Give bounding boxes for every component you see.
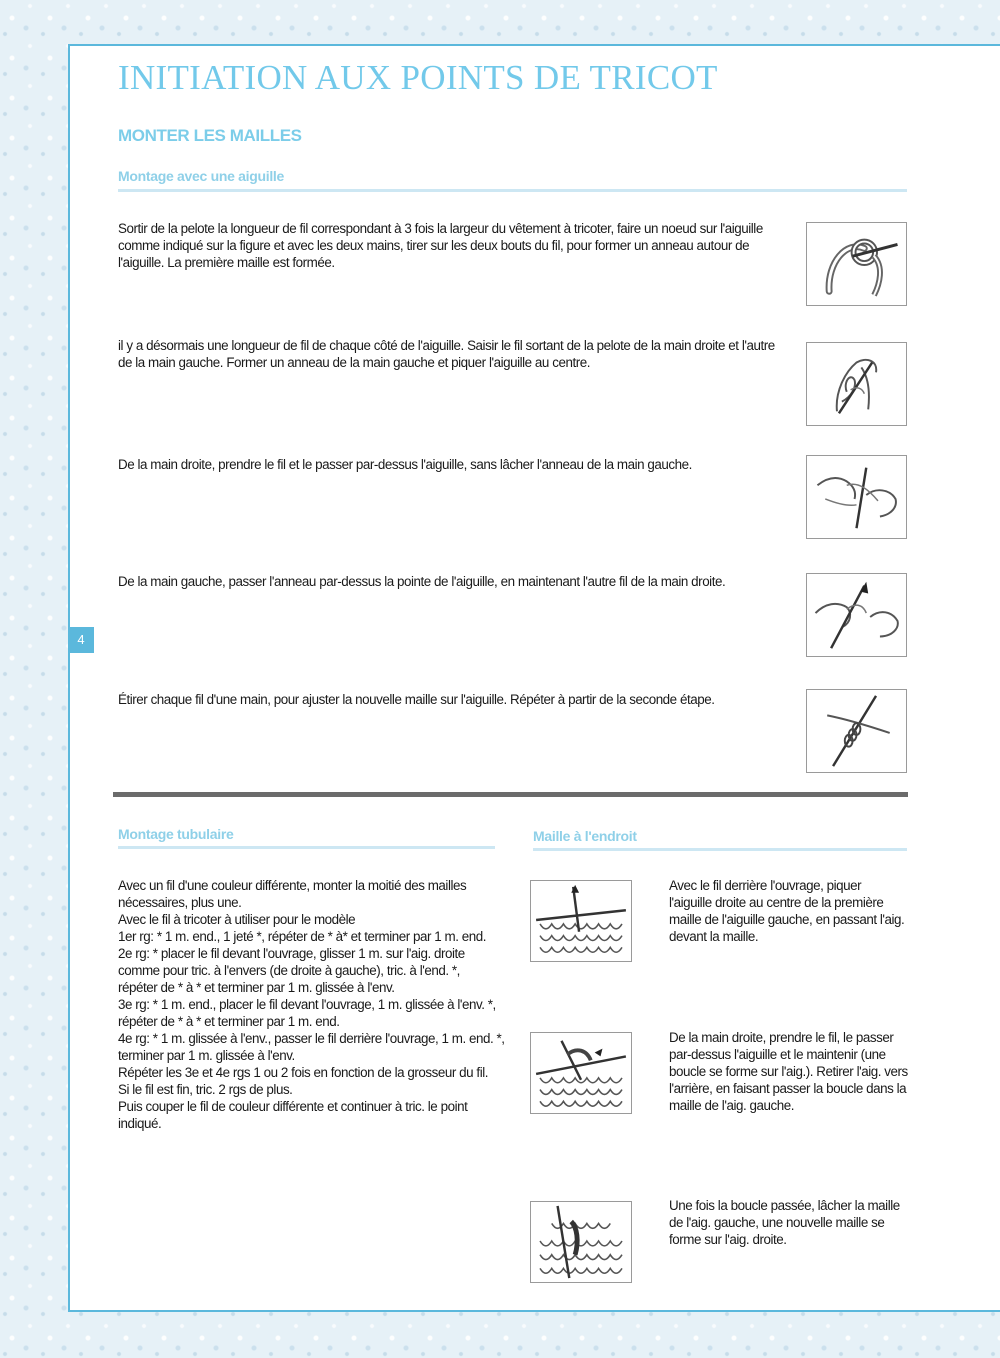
subheading-rule [533, 848, 907, 851]
subheading-rule [118, 846, 495, 849]
step-4-text: De la main gauche, passer l'anneau par-dessus la pointe de l'aiguille, en maintenant l'autre fil de la main droite. [118, 574, 726, 589]
tubulaire-line: 1er rg: * 1 m. end., 1 jeté *, répéter de * à* et terminer par 1 m. end. [118, 929, 487, 944]
endroit-line: forme sur l'aig. droite. [669, 1232, 787, 1247]
endroit-line: devant la maille. [669, 929, 759, 944]
endroit-line: par-dessus l'aiguille et le maintenir (une [669, 1047, 886, 1062]
page-number: 4 [68, 627, 94, 653]
tubulaire-line: nécessaires, plus une. [118, 895, 242, 910]
tubulaire-line: 2e rg: * placer le fil devant l'ouvrage, glisser 1 m. sur l'aig. droite [118, 946, 465, 961]
tubulaire-line: répéter de * à * et terminer par 1 m. glissée à l'env. [118, 980, 395, 995]
subheading-maille-endroit: Maille à l'endroit [533, 828, 637, 844]
endroit-line: maille de l'aig. gauche. [669, 1098, 795, 1113]
subheading-rule [118, 189, 907, 192]
step-3-text: De la main droite, prendre le fil et le passer par-dessus l'aiguille, sans lâcher l'anneau de la main gauche. [118, 457, 692, 472]
tubulaire-line: répéter de * à * et terminer par 1 m. end. [118, 1014, 340, 1029]
tubulaire-line: Répéter les 3e et 4e rgs 1 ou 2 fois en fonction de la grosseur du fil. [118, 1065, 489, 1080]
tubulaire-line: comme pour tric. à l'envers (de droite à gauche), tric. à l'end. *, [118, 963, 460, 978]
endroit-step-3-text [669, 1197, 914, 1248]
endroit-line: l'aiguille droite au centre de la première [669, 895, 884, 910]
section-title: MONTER LES MAILLES [118, 126, 302, 145]
endroit-line: Une fois la boucle passée, lâcher la maille [669, 1198, 900, 1213]
endroit-line: Avec le fil derrière l'ouvrage, piquer [669, 878, 862, 893]
endroit-line: maille de l'aiguille gauche, en passant l'aig. [669, 912, 905, 927]
section-divider [113, 792, 908, 797]
endroit-step-1-text [669, 877, 914, 945]
hand-loop-figure [806, 342, 907, 426]
tubulaire-line: Si le fil est fin, tric. 2 rgs de plus. [118, 1082, 293, 1097]
stitches-on-needle-figure [806, 689, 907, 773]
step-2-text: il y a désormais une longueur de fil de chaque côté de l'aiguille. Saisir le fil sortant de la pelote de la main droite et l'autre de la main gauche. Former un anneau de la main gauche et piquer l'aiguille au centre. [118, 338, 775, 370]
tubulaire-line: Avec un fil d'une couleur différente, monter la moitié des mailles [118, 878, 467, 893]
step-5-text: Étirer chaque fil d'une main, pour ajuster la nouvelle maille sur l'aiguille. Répéter à partir de la seconde étape. [118, 692, 715, 707]
subheading-montage-tubulaire: Montage tubulaire [118, 826, 234, 842]
knit-new-stitch-figure [530, 1201, 632, 1283]
page-title: INITIATION AUX POINTS DE TRICOT [118, 58, 718, 97]
tubulaire-line: 4e rg: * 1 m. glissée à l'env., passer le fil derrière l'ouvrage, 1 m. end. *, [118, 1031, 505, 1046]
tubulaire-line: Avec le fil à tricoter à utiliser pour le modèle [118, 912, 356, 927]
tubulaire-line: 3e rg: * 1 m. end., placer le fil devant l'ouvrage, 1 m. glissée à l'env. *, [118, 997, 496, 1012]
endroit-line: l'arrière, en faisant passer la boucle dans la [669, 1081, 907, 1096]
knit-wrap-figure [530, 1032, 632, 1114]
endroit-line: boucle se forme sur l'aig.). Retirer l'aig. vers [669, 1064, 908, 1079]
endroit-step-2-text [669, 1029, 914, 1114]
tubulaire-text [118, 877, 518, 1132]
endroit-line: De la main droite, prendre le fil, le passer [669, 1030, 894, 1045]
step-1-text: Sortir de la pelote la longueur de fil correspondant à 3 fois la largeur du vêtement à tricoter, faire un noeud sur l'aiguille comme indiqué sur la figure et avec les deux mains, tirer sur les deux bouts du fil, pour former un anneau autour de l'aiguille. La première maille est formée. [118, 221, 763, 270]
hands-pass-loop-figure [806, 573, 907, 657]
tubulaire-line: indiqué. [118, 1116, 162, 1131]
endroit-line: de l'aig. gauche, une nouvelle maille se [669, 1215, 885, 1230]
tubulaire-line: Puis couper le fil de couleur différente et continuer à tric. le point [118, 1099, 468, 1114]
subheading-montage-aiguille: Montage avec une aiguille [118, 168, 284, 184]
hands-wrap-figure [806, 455, 907, 539]
tubulaire-line: terminer par 1 m. glissée à l'env. [118, 1048, 295, 1063]
knit-insert-figure [530, 880, 632, 962]
slip-knot-figure [806, 222, 907, 306]
